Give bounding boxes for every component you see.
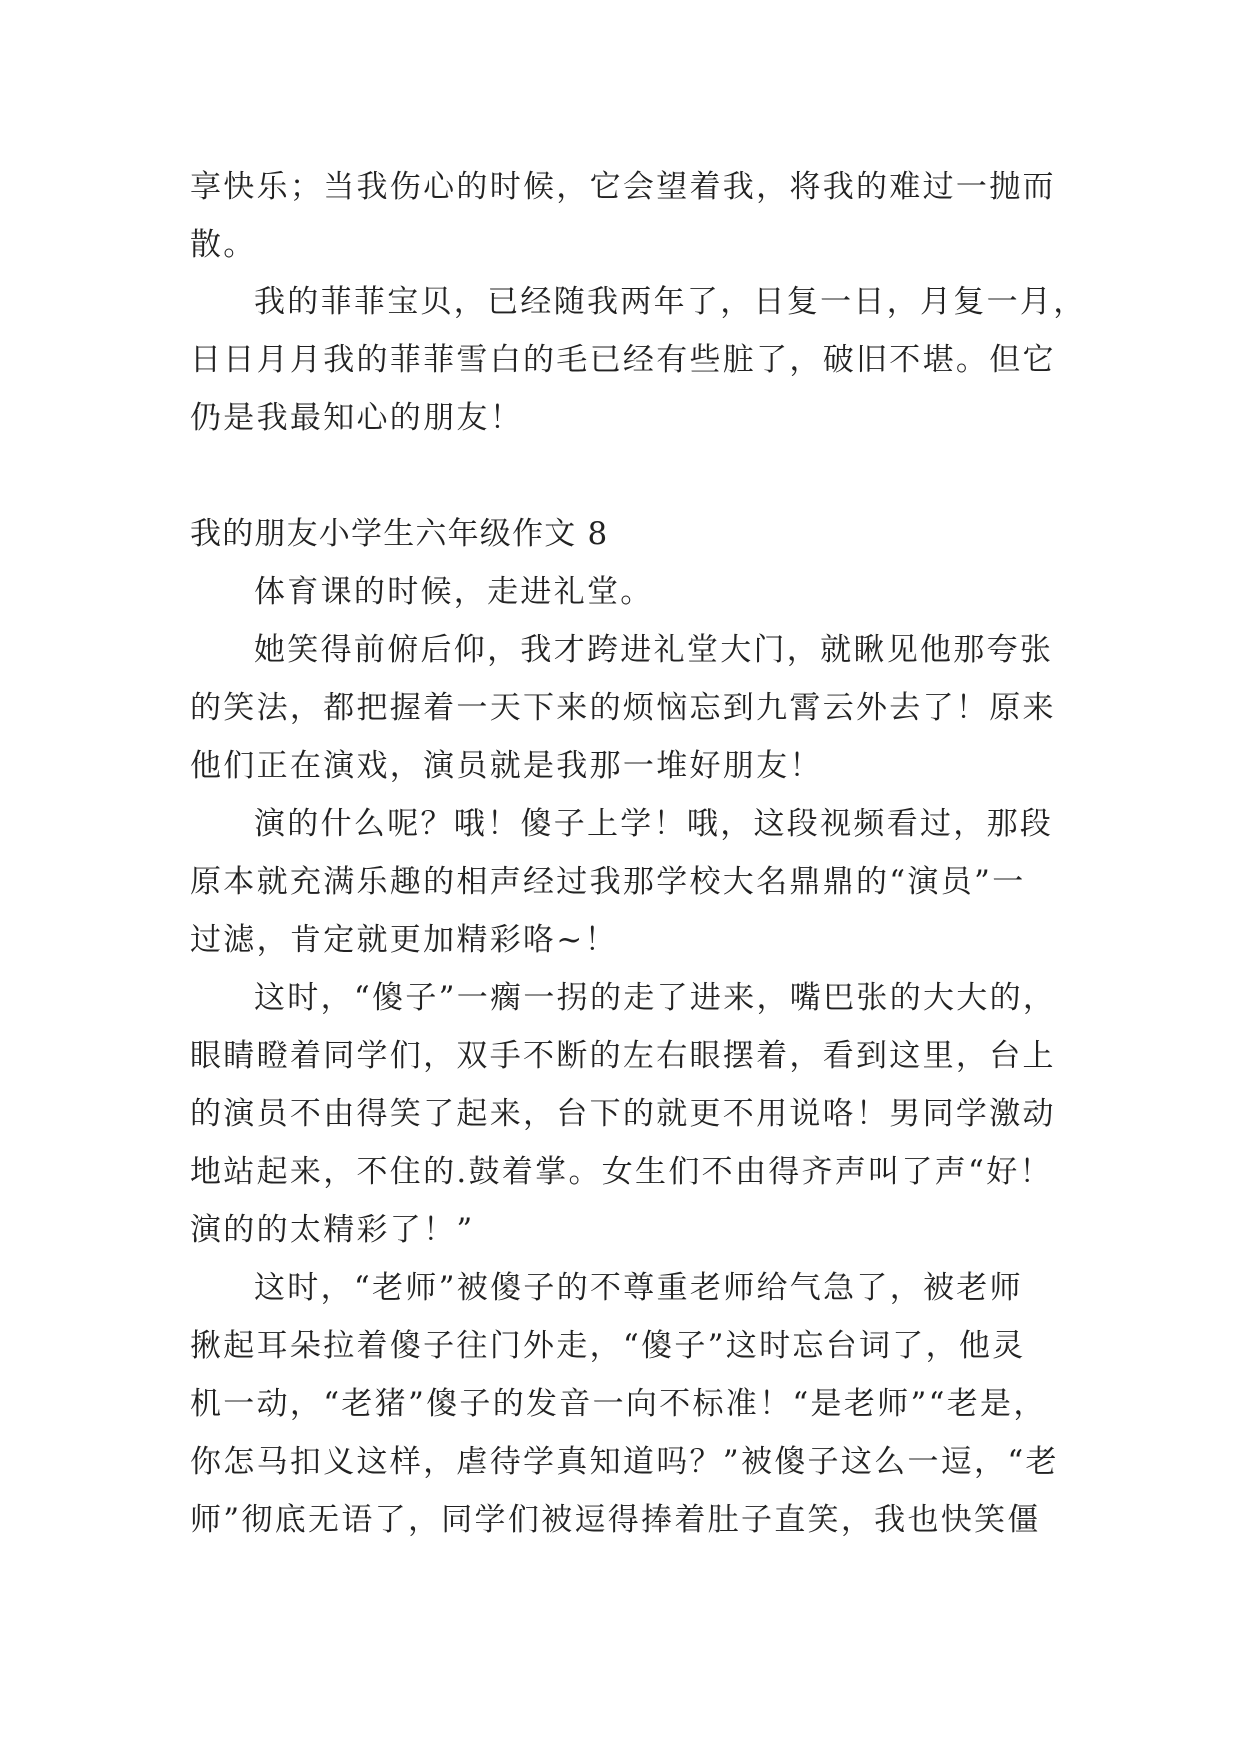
text-line: 散。 — [190, 227, 257, 263]
paragraph-start-line: 我的菲菲宝贝，已经随我两年了，日复一日，月复一月， — [254, 284, 1087, 320]
text-line: 享快乐；当我伤心的时候，它会望着我，将我的难过一抛而 — [190, 169, 1056, 205]
text-line: 机一动，“老猪”傻子的发音一向不标准！“是老师”“老是， — [190, 1386, 1047, 1422]
text-line: 原本就充满乐趣的相声经过我那学校大名鼎鼎的“演员”一 — [190, 864, 1026, 900]
text-line: 眼睛瞪着同学们，双手不断的左右眼摆着，看到这里，台上 — [190, 1038, 1056, 1074]
section-heading: 我的朋友小学生六年级作文 8 — [190, 516, 609, 552]
text-line: 师”彻底无语了，同学们被逗得捧着肚子直笑，我也快笑僵 — [190, 1502, 1041, 1538]
paragraph-start-line: 体育课的时候，走进礼堂。 — [254, 574, 654, 610]
text-line: 的笑法，都把握着一天下来的烦恼忘到九霄云外去了！原来 — [190, 690, 1056, 726]
text-line: 过滤，肯定就更加精彩咯~！ — [190, 922, 618, 958]
text-line: 你怎马扣义这样，虐待学真知道吗？”被傻子这么一逗，“老 — [190, 1444, 1059, 1480]
text-line: 日日月月我的菲菲雪白的毛已经有些脏了，破旧不堪。但它 — [190, 342, 1056, 378]
paragraph-start-line: 这时，“老师”被傻子的不尊重老师给气急了，被老师 — [254, 1270, 1023, 1306]
paragraph-start-line: 这时，“傻子”一瘸一拐的走了进来，嘴巴张的大大的， — [254, 980, 1057, 1016]
paragraph-start-line: 演的什么呢？哦！傻子上学！哦，这段视频看过，那段 — [254, 806, 1054, 842]
text-line: 地站起来，不住的.鼓着掌。女生们不由得齐声叫了声“好！ — [190, 1154, 1053, 1190]
text-line: 的演员不由得笑了起来，台下的就更不用说咯！男同学激动 — [190, 1096, 1056, 1132]
text-line: 演的的太精彩了！” — [190, 1212, 475, 1248]
paragraph-start-line: 她笑得前俯后仰，我才跨进礼堂大门，就瞅见他那夸张 — [254, 632, 1054, 668]
text-line: 仍是我最知心的朋友！ — [190, 400, 523, 436]
text-line: 揪起耳朵拉着傻子往门外走，“傻子”这时忘台词了，他灵 — [190, 1328, 1026, 1364]
text-line: 他们正在演戏，演员就是我那一堆好朋友！ — [190, 748, 823, 784]
